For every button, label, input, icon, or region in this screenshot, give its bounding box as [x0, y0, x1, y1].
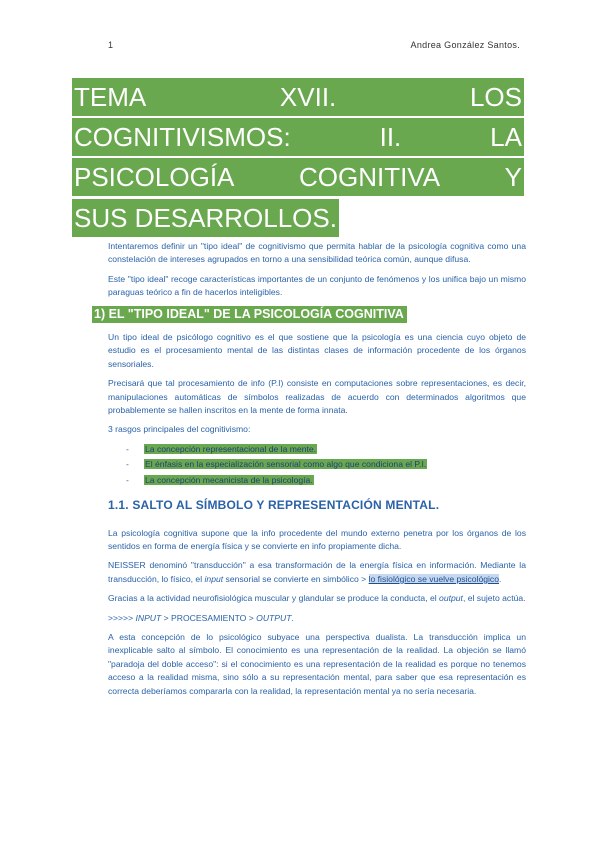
highlighted-phrase: lo fisiológico se vuelve psicológico — [368, 573, 500, 584]
section-1-1-paragraph-2: NEISSER denominó "transducción" a esa transformación de la energía física en información. Mediante la transducción, lo físico, el input sensorial se convierte en simbólico > lo fisiológico se vuelve psicológico. — [108, 560, 526, 584]
title-line-1: TEMA XVII. LOS — [72, 78, 524, 116]
title-line-3: PSICOLOGÍA COGNITIVA Y — [72, 158, 524, 196]
list-item: - La concepción representacional de la mente. — [126, 443, 526, 456]
intro-paragraph-1: Intentaremos definir un "tipo ideal" de cognitivismo que permita hablar de la psicología cognitiva como una constelación de intereses agrupados en torno a una sensibilidad teórica común, aunque difusa. — [108, 241, 526, 265]
section-1-heading: 1) EL "TIPO IDEAL" DE LA PSICOLOGÍA COGNITIVA — [92, 308, 526, 321]
section-1-1-paragraph-4: A esta concepción de lo psicológico subyace una perspectiva dualista. La transducción implica un inexplicable salto al símbolo. El conocimiento es una representación de la realidad. La objeción se llamó "paradoja del doble acceso": si el conocimiento es una representación de la realidad es porque no tenemos acceso a la realidad misma, sino sólo a su representación mental, para saber que esa representación es correcta deberíamos compararla con la realidad, la representación mental ya no sería necesaria. — [108, 631, 526, 696]
process-flow: >>>>> INPUT > PROCESAMIENTO > OUTPUT. — [108, 612, 294, 623]
section-1-1-paragraph-3: Gracias a la actividad neurofisiológica muscular y glandular se produce la conducta, el output, el sujeto actúa. — [108, 593, 526, 604]
section-1-1-paragraph-1: La psicología cognitiva supone que la info procedente del mundo externo penetra por los órganos de los sentidos en forma de energía física y se convierte en info propiamente dicha. — [108, 527, 526, 551]
list-item: - La concepción mecanicista de la psicología. — [126, 474, 526, 487]
page-number: 1 — [108, 40, 114, 50]
intro-paragraph-2: Este "tipo ideal" recoge características importantes de un conjunto de fenómenos y los unifica bajo un mismo paraguas teórico a fin de hacerlos inteligibles. — [108, 273, 526, 298]
section-1-1-heading: 1.1. SALTO AL SÍMBOLO Y REPRESENTACIÓN MENTAL. — [108, 498, 440, 513]
traits-intro: 3 rasgos principales del cognitivismo: — [108, 424, 251, 435]
title-line-2: COGNITIVISMOS: II. LA — [72, 118, 524, 156]
title-line-4: SUS DESARROLLOS. — [72, 199, 339, 237]
author-name: Andrea González Santos. — [410, 40, 520, 50]
traits-list — [108, 443, 526, 487]
document-title — [72, 78, 524, 239]
section-1-paragraph-1: Un tipo ideal de psicólogo cognitivo es el que sostiene que la psicología es una ciencia cuyo objeto de estudio es el procesamiento mental de las distintas clases de información procedente de los órganos sensoriales. — [108, 332, 526, 369]
section-1-paragraph-2: Precisará que tal procesamiento de info (P.I) consiste en computaciones sobre representaciones, es decir, manipulaciones automáticas de símbolos realizadas de acuerdo con determinados algoritmos que probablemente se hallen inscritos en la mente de forma innata. — [108, 378, 526, 416]
document-body — [94, 240, 526, 704]
list-item: - El énfasis en la especialización sensorial como algo que condiciona el P.I. — [126, 458, 526, 471]
